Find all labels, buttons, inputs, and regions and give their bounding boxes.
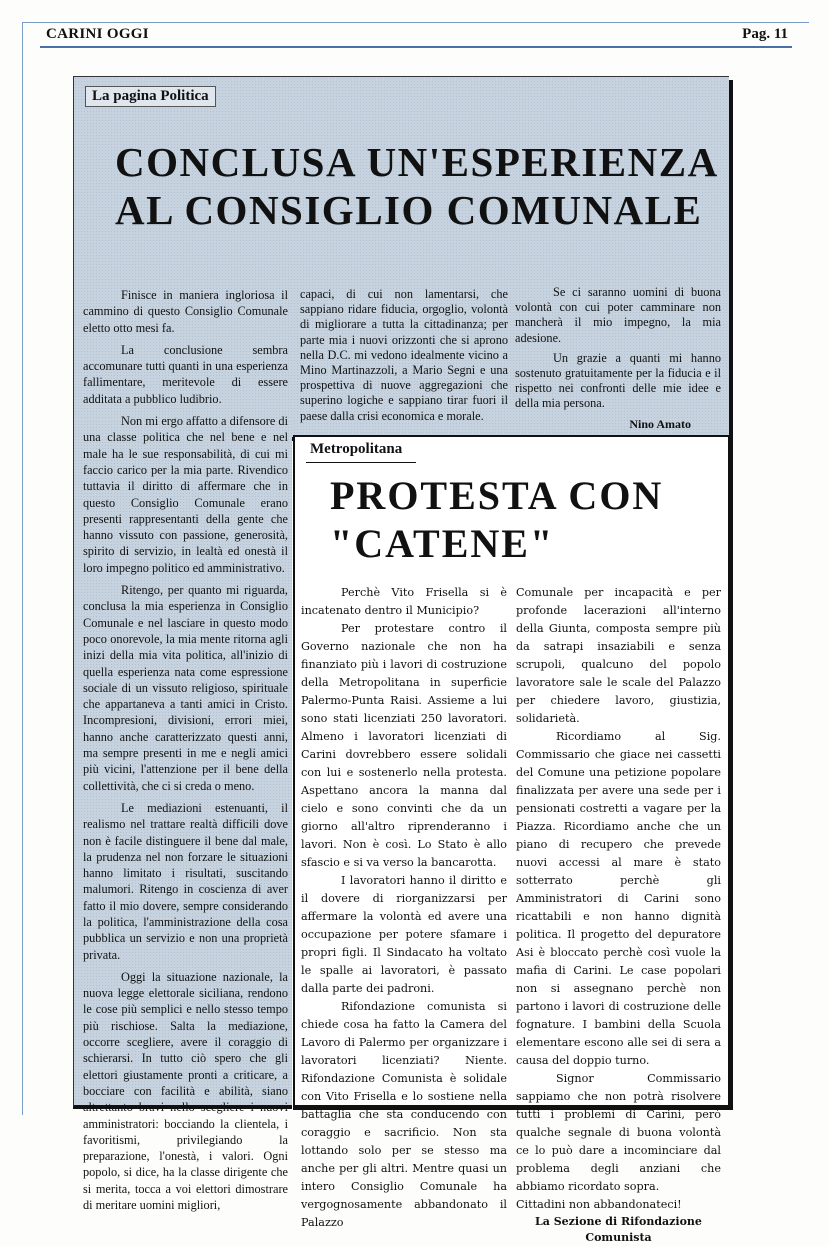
metropolitana-column-2 [516, 584, 721, 1246]
paragraph: Per protestare contro il Governo nazionale che non ha finanziato più i lavori di costruzione della Metropolitana in superficie Palermo-Punta Raisi. Assieme a lui sono stati licenziati 250 lavoratori. Almeno i lavoratori licenziati di Carini dovrebbero essere solidali con lui e sostenerlo nella protesta. Aspettano ancora la manna dal cielo e sono convinti che da un giorno all'altro riprenderanno i lavori. Non è così. Lo Stato è allo sfascio e si va verso la bancarotta. [301, 622, 507, 869]
paragraph: Signor Commissario sappiamo che non potrà risolvere tutti i problemi di Carini, però qualche segnale di buona volontà ce lo può dare a incominciare dal problema degli anziani che abbiamo ricordato sopra. [516, 1072, 721, 1193]
politica-column-3 [515, 285, 721, 431]
paragraph: Comunale per incapacità e per profonde lacerazioni all'interno della Giunta, composta sempre più da satrapi insaziabili e senza scrupoli, qualcuno del popolo lavoratore sale le scale del Palazzo per chiedere lavoro, giustizia, solidarietà. [516, 586, 721, 725]
paragraph: Perchè Vito Frisella si è incatenato dentro il Municipio? [301, 586, 507, 617]
politica-headline-line2: AL CONSIGLIO COMUNALE [115, 187, 703, 233]
paragraph: Ricordiamo al Sig. Commissario che giace nei cassetti del Comune una petizione popolare finalizzata per avere una sede per i pensionati costretti a vagare per la Piazza. Ricordiamo anche che un piano di recupero che prevede nuovi accessi al mare è stato sotterrato perchè gli Amministratori di Carini sono ricattabili e non hanno dignità politica. Il progetto del depuratore Asi è bloccato perchè così vuole la mafia di Carini. Le case popolari non si assegnano perchè non partono i lavori di costruzione delle fognature. I bambini della Scuola elementare escono alle sei di sera a causa del doppio turno. [516, 730, 721, 1067]
paragraph: Finisce in maniera ingloriosa il cammino di questo Consiglio Comunale eletto otto mesi fa. [83, 288, 288, 335]
section-label-politica: La pagina Politica [85, 86, 216, 107]
paragraph: La conclusione sembra accomunare tutti quanti in una esperienza fallimentare, meritevole di essere additata a pubblico ludibrio. [83, 342, 288, 406]
politica-column-1 [83, 287, 288, 1219]
signature-line-1: La Sezione di Rifondazione [535, 1215, 702, 1228]
paragraph: Un grazie a quanti mi hanno sostenuto gratuitamente per la fiducia e il rispetto nei confronti delle mie idee e della mia persona. [515, 350, 721, 411]
publication-name: CARINI OGGI [46, 26, 149, 42]
signature-line-2: Comunista [585, 1231, 652, 1244]
metropolitana-column-1 [301, 584, 507, 1232]
paragraph: Non mi ergo affatto a difensore di una classe politica che nel bene e nel male ha le sue responsabilità, di cui mi faccio carico per la mia parte. Rivendico tuttavia il diritto di affermare che in questo Consiglio Comunale erano presenti rappresentanti della gente che hanno vissuto con passione, generosità, spirito di servizio, in lealtà ed onestà il loro impegno politico ed amministrativo. [83, 414, 288, 575]
paragraph: Se ci saranno uomini di buona volontà con cui poter camminare non mancherà il mio impegno, la mia adesione. [515, 285, 721, 345]
paragraph: Oggi la situazione nazionale, la nuova legge elettorale siciliana, rendono le cose più semplici e nello stesso tempo più rischiose. Salta la mediazione, occorre scegliere, avere il coraggio di schierarsi. In tutto ciò spero che gli elettori giustamente pronti a criticare, a bocciare con facilità e abilità, siano altrettanto bravi nello scegliere i nuovi amministratori: bocciando la clientela, i favoritismi, privilegiando la preparazione, l'onestà, i valori. Ogni popolo, si dice, ha la classe dirigente che si merita, tocca a voi elettori dimostrare di meritare uomini migliori, [83, 969, 288, 1213]
page-header [40, 26, 792, 48]
section-underline [306, 462, 416, 463]
paragraph: Le mediazioni estenuanti, il realismo nel trattare realtà difficili dove non è facile distinguere il bene dal male, la prudenza nel non forzare le situazioni hanno limitato i risultati, suscitando malumori. Ritengo in coscienza di aver fatto il mio dovere, sempre considerando la politica, l'amministrazione della cosa pubblica un servizio e non una proprietà privata. [83, 800, 288, 962]
politica-headline-line1: CONCLUSA UN'ESPERIENZA [115, 139, 719, 185]
paragraph: Rifondazione comunista si chiede cosa ha fatto la Camera del Lavoro di Palermo per organizzare i lavoratori licenziati? Niente. Rifondazione Comunista è solidale con Vito Frisella e lo sostiene nella battaglia che sta conducendo con coraggio e sacrificio. Non sta lottando solo per se stesso ma anche per gli altri. Mentre quasi un intero Consiglio Comunale ha vergognosamente abbandonato il Palazzo [301, 1000, 507, 1229]
page-number: Pag. 11 [742, 26, 788, 42]
paragraph: Ritengo, per quanto mi riguarda, conclusa la mia esperienza in Consiglio Comunale e nel lasciare in questo modo poco onorevole, la mia mente ritorna agli inizi della mia vita politica, all'inizio di quella esperienza nata come espressione sociale di un vissuto religioso, spirituale che appartaneva a tanti amici in Cristo. Incompresioni, divisioni, errori miei, hanno anche caratterizzato questi anni, ma sempre presenti in me e negli amici più vicini, l'attenzione per il bene della collettività, che ci si creda o meno. [83, 583, 288, 793]
author-signature: Nino Amato [629, 416, 691, 431]
paragraph: Cittadini non abbandonateci! [516, 1198, 682, 1211]
paragraph: I lavoratori hanno il diritto e il dovere di riorganizzarsi per affermare la volontà ed avere una occupazione per potere sfamare i propri figli. Il Sindacato ha voltato le spalle ai lavoratori, è passato dalla parte dei padroni. [301, 874, 507, 995]
paragraph: capaci, di cui non lamentarsi, che sappiano ridare fiducia, orgoglio, volontà di migliorare a tutta la cittadinanza; per parte mia i nuovi orizzonti che si aprono nella D.C. mi vedono idealmente vicino a Mino Martinazzoli, a Mario Segni e una prospettiva di nuove aggregazioni che superino logiche e sappiano tirar fuori il paese dalla crisi economica e morale. [300, 287, 508, 423]
section-label-metropolitana: Metropolitana [310, 441, 403, 457]
politica-column-2 [300, 287, 508, 429]
metropolitana-headline-line2: "CATENE" [330, 521, 555, 566]
metropolitana-headline-line1: PROTESTA CON [330, 473, 664, 518]
